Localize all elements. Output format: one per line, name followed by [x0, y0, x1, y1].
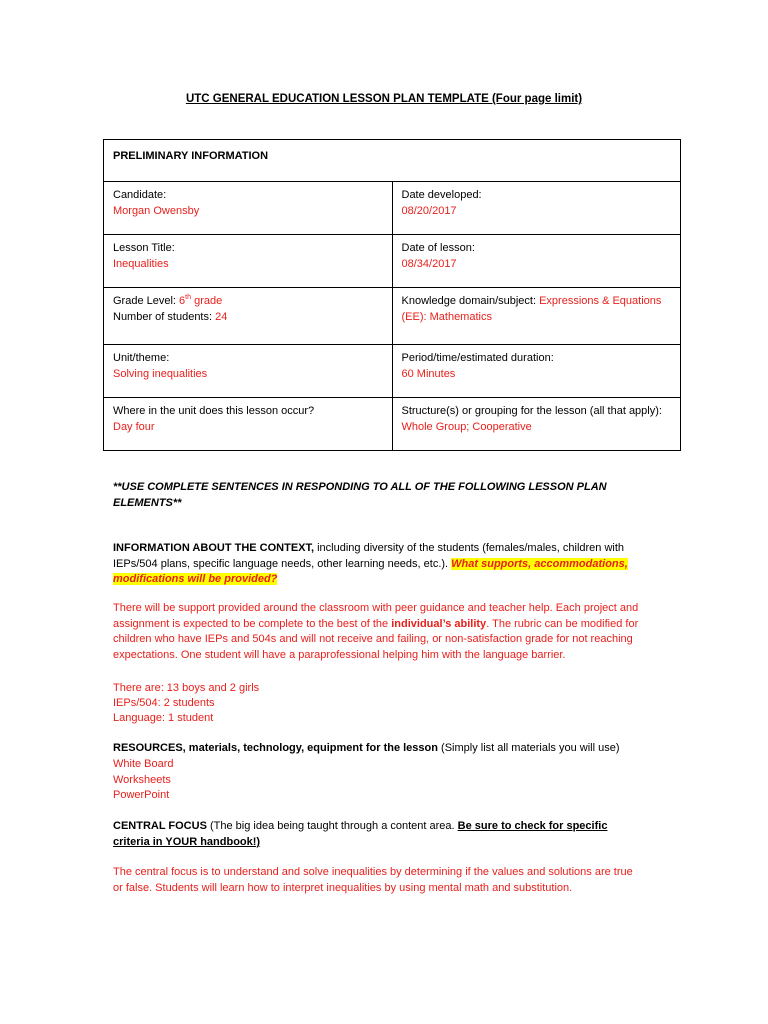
resources-heading: RESOURCES, materials, technology, equipment for the lesson: [113, 742, 438, 754]
date-developed-label: Date developed:: [401, 189, 482, 201]
grade-level-cell: [104, 288, 393, 345]
support-line-2b: . The rubric can be modified for: [486, 617, 639, 630]
support-line-2-bold: individual’s ability: [391, 617, 487, 630]
central-focus-heading: CENTRAL FOCUS: [113, 820, 207, 832]
candidate-label: Candidate:: [113, 189, 167, 201]
unit-theme-value: Solving inequalities: [113, 368, 208, 380]
lesson-title-cell: [104, 235, 393, 288]
instructions-text: [113, 480, 653, 511]
counts-line-2: IEPs/504: 2 students: [113, 697, 215, 709]
central-focus-answer-2: or false. Students will learn how to interpret inequalities by using mental math and substitution.: [113, 882, 573, 894]
date-of-lesson-value: 08/34/2017: [401, 258, 457, 270]
student-counts: [113, 681, 653, 726]
counts-line-3: Language: 1 student: [113, 712, 214, 724]
resource-item: White Board: [113, 757, 174, 770]
period-duration-value: 60 Minutes: [401, 368, 456, 380]
knowledge-domain-label: Knowledge domain/subject:: [401, 295, 540, 307]
central-focus-underline-2: criteria in YOUR handbook!): [113, 836, 261, 848]
resource-item: Worksheets: [113, 773, 171, 786]
context-text-1: including diversity of the students (females/males, children with: [314, 542, 625, 554]
knowledge-domain-cell: [392, 288, 681, 345]
instructions-line-1: **USE COMPLETE SENTENCES IN RESPONDING TO ALL OF THE FOLLOWING LESSON PLAN: [113, 481, 607, 493]
date-developed-value: 08/20/2017: [401, 205, 457, 217]
number-of-students-value: 24: [215, 311, 228, 323]
central-focus-answer: [113, 864, 653, 896]
knowledge-domain-value-2: (EE): Mathematics: [401, 311, 492, 323]
unit-theme-cell: [104, 345, 393, 398]
instructions-line-2: ELEMENTS**: [113, 496, 182, 509]
period-duration-cell: [392, 345, 681, 398]
counts-line-1: There are: 13 boys and 2 girls: [113, 682, 260, 694]
candidate-cell: [104, 182, 393, 235]
central-focus-text: (The big idea being taught through a content area.: [206, 820, 458, 832]
date-of-lesson-cell: [392, 235, 681, 288]
unit-theme-label: Unit/theme:: [113, 352, 170, 364]
structure-grouping-label: Structure(s) or grouping for the lesson (all that apply):: [401, 405, 662, 417]
lesson-title-value: Inequalities: [113, 258, 169, 270]
support-line-2a: assignment is expected to be complete to the best of the: [113, 617, 392, 630]
date-developed-cell: [392, 182, 681, 235]
context-heading: INFORMATION ABOUT THE CONTEXT,: [113, 542, 315, 554]
context-highlight-2: modifications will be provided?: [113, 573, 278, 585]
resource-item: PowerPoint: [113, 789, 170, 802]
support-line-4: expectations. One student will have a paraprofessional helping him with the language barrier.: [113, 648, 566, 661]
structure-grouping-cell: [392, 398, 681, 451]
lesson-title-label: Lesson Title:: [113, 242, 175, 254]
context-highlight-1: What supports, accommodations,: [451, 557, 628, 570]
support-line-3: children who have IEPs and 504s and will not receive and failing, or non-satisfaction grade for not reaching: [113, 633, 633, 645]
central-focus-answer-1: The central focus is to understand and solve inequalities by determining if the values and solutions are true: [113, 866, 633, 878]
unit-position-value: Day four: [113, 421, 155, 433]
context-section: [113, 541, 653, 588]
support-paragraph: [113, 601, 653, 663]
candidate-value: Morgan Owensby: [113, 205, 200, 217]
preliminary-info-table: [103, 139, 681, 451]
number-of-students-label: Number of students:: [113, 311, 216, 323]
grade-level-label: Grade Level:: [113, 295, 180, 307]
document-title: UTC GENERAL EDUCATION LESSON PLAN TEMPLATE (Four page limit): [185, 93, 583, 105]
resources-note: (Simply list all materials you will use): [437, 742, 620, 754]
context-text-2: IEPs/504 plans, specific language needs, other learning needs, etc.).: [113, 557, 452, 570]
resources-section: [113, 741, 653, 804]
knowledge-domain-value: Expressions & Equations: [539, 295, 662, 307]
unit-position-cell: [104, 398, 393, 451]
date-of-lesson-label: Date of lesson:: [401, 242, 475, 254]
period-duration-label: Period/time/estimated duration:: [401, 352, 554, 364]
preliminary-info-header: PRELIMINARY INFORMATION: [104, 140, 681, 182]
central-focus-underline-1: Be sure to check for specific: [457, 820, 608, 832]
unit-position-label: Where in the unit does this lesson occur?: [113, 405, 315, 417]
support-line-1: There will be support provided around the classroom with peer guidance and teacher help. Each project and: [113, 602, 639, 614]
central-focus-section: [113, 818, 653, 850]
grade-level-value: 6th grade: [179, 294, 223, 307]
structure-grouping-value: Whole Group; Cooperative: [401, 421, 532, 433]
